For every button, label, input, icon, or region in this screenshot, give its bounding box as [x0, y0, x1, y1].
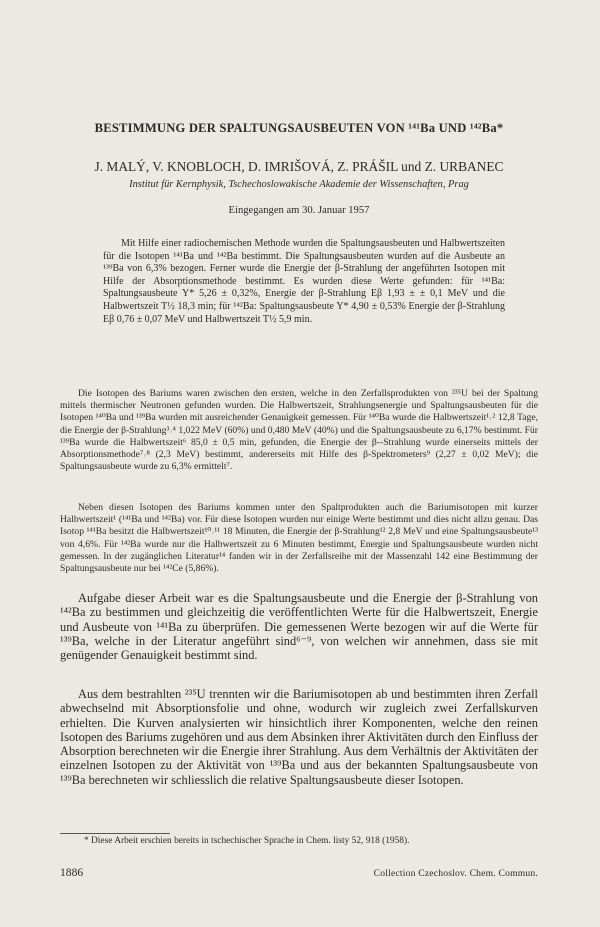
intro-paragraph-2: Neben diesen Isotopen des Bariums kommen unter den Spaltprodukten auch die Bariumisotopen mit kurzer Halbwertszeit¹ (¹⁴¹Ba und ¹⁴²Ba) vor. Für diese Isotopen wurden nur einige Werte bestimmt und dies nicht allzu genau. Das Isotop ¹⁴¹Ba besitzt die Halbwertszeit¹⁰˒¹¹ 18 Minuten, die Energie der β-Strahlung¹² 2,8 MeV und eine Spaltungsausbeute¹³ von 4,6%. Für ¹⁴²Ba wurde nur die Halbwertszeit zu 6 Minuten bestimmt, Energie und Spaltungsausbeute wurden nicht gemessen. In der zugänglichen Literatur¹⁴ fanden wir in der Zerfallsreihe mit der Massenzahl 142 eine Bestimmung der Spaltungsausbeute nur bei ¹⁴²Ce (5,86%).	[60, 502, 538, 575]
footnote-divider	[60, 833, 170, 834]
affiliation: Institut für Kernphysik, Tschechoslowakische Akademie der Wissenschaften, Prag	[129, 179, 469, 190]
author-list: J. MALÝ, V. KNOBLOCH, D. IMRIŠOVÁ, Z. PRÁŠIL und Z. URBANEC	[94, 159, 504, 174]
body-paragraph-2: Aus dem bestrahlten ²³⁵U trennten wir die Bariumisotopen ab und bestimmten ihren Zerfall abwechselnd mit Absorptionsfolie und ohne, wodurch wir zugleich zwei Zerfallskurven erhielten. Die Kurven analysierten wir hinsichtlich ihrer Komponenten, welche den reinen Isotopen des Bariums zugehören und aus dem Absinken ihrer Aktivitäten durch den Einfluss der Absorption berechneten wir die Energie ihrer Strahlung. Aus dem Verhältnis der Aktivitäten der einzelnen Isotopen zu der Aktivität von ¹³⁹Ba und aus der bekannten Spaltungsausbeute von ¹³⁹Ba berechneten wir schliesslich die relative Spaltungsausbeute dieser Isotopen.	[60, 687, 538, 787]
article-title: BESTIMMUNG DER SPALTUNGSAUSBEUTEN VON ¹⁴¹Ba UND ¹⁴²Ba*	[94, 121, 504, 135]
intro-paragraph-1: Die Isotopen des Bariums waren zwischen den ersten, welche in den Zerfallsprodukten von ²³⁵U bei der Spaltung mittels thermischer Neutronen gefunden wurden. Die Halbwertszeit, Strahlungsenergie und Spaltungsausbeuten für die Isotopen ¹⁴⁰Ba und ¹³⁹Ba wurden mit ausreichender Genauigkeit gemessen. Für ¹⁴⁰Ba wurde die Halbwertszeit¹˒² 12,8 Tage, die Energie der β-Strahlung³˒⁴ 1,022 MeV (60%) und 0,480 MeV (40%) und die Spaltungsausbeute zu 6,17% bestimmt. Für ¹³⁹Ba wurde die Halbwertszeit⁶ 85,0 ± 0,5 min, gefunden, die Energie der β--Strahlung wurde einerseits mittels der Absorptionsmethode⁷˒⁸ (2,3 MeV) bestimmt, andererseits mit Hilfe des β-Spektrometers⁹ (2,27 ± 0,02 MeV); die Spaltungsausbeute wurde zu 6,3% ermittelt⁷.	[60, 388, 538, 473]
abstract: Mit Hilfe einer radiochemischen Methode wurden die Spaltungsausbeuten und Halbwertszeiten für die Isotopen ¹⁴¹Ba und ¹⁴²Ba bestimmt. Die Spaltungsausbeuten wurden auf die Ausbeute an ¹³⁹Ba von 6,3% bezogen. Ferner wurde die Energie der β-Strahlung der angeführten Isotopen mit Hilfe der Absorptionsmethode bestimmt. Es wurden diese Werte gefunden: für ¹⁴¹Ba: Spaltungsausbeute Y* 5,26 ± 0,32%, Energie der β-Strahlung Eβ 1,93 ± ± 0,1 MeV und die Halbwertszeit T½ 18,3 min; für ¹⁴²Ba: Spaltungsausbeute Y* 4,90 ± 0,53% Energie der β-Strahlung Eβ 0,76 ± 0,07 MeV und Halbwertszeit T½ 5,9 min.	[103, 238, 505, 325]
body-paragraph-1: Aufgabe dieser Arbeit war es die Spaltungsausbeute und die Energie der β-Strahlung von ¹⁴²Ba zu bestimmen und gleichzeitig die veröffentlichten Werte für die Halbwertszeit, Energie und Ausbeute von ¹⁴¹Ba zu überprüfen. Die gemessenen Werte bezogen wir auf die Werte für ¹³⁹Ba, welche in der Literatur angeführt sind⁶⁻⁹, von welchen wir annehmen, dass sie mit genügender Genauigkeit bestimmt sind.	[60, 591, 538, 663]
footnote: * Diese Arbeit erschien bereits in tschechischer Sprache in Chem. listy 52, 918 (1958).	[84, 836, 410, 846]
page-number: 1886	[60, 866, 84, 879]
received-date: Eingegangen am 30. Januar 1957	[228, 205, 370, 216]
journal-name: Collection Czechoslov. Chem. Commun.	[373, 868, 538, 879]
